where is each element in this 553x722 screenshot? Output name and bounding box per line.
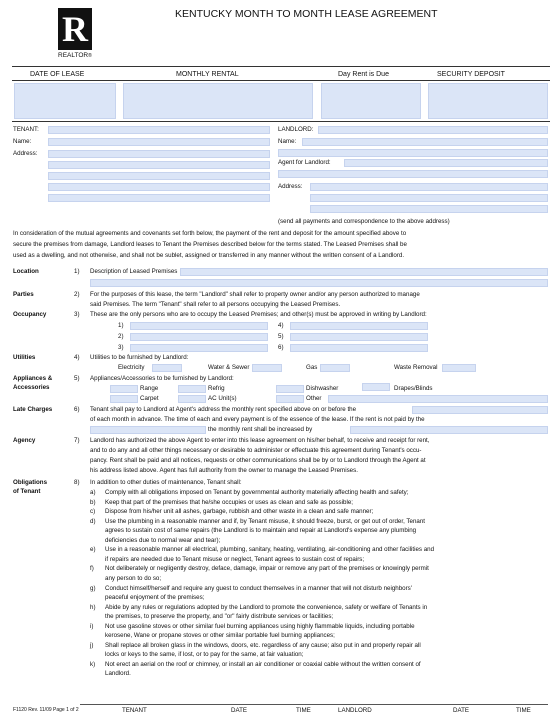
occupancy-number: 3) bbox=[74, 311, 80, 318]
appliance-refrig-field[interactable] bbox=[178, 385, 206, 393]
landlord-field[interactable] bbox=[318, 126, 548, 134]
tenant-address-label: Address: bbox=[13, 150, 38, 157]
obligation-key: g) bbox=[90, 584, 96, 592]
utility-waste-field[interactable] bbox=[442, 364, 476, 372]
landlord-line-2[interactable] bbox=[278, 149, 548, 157]
obligation-line: the premises, to preserve the property, and "or" fairly distribute services or facilities; bbox=[105, 613, 334, 621]
landlord-heading: LANDLORD: bbox=[278, 126, 314, 133]
intro-line-3: used as a dwelling, and not otherwise, and shall not be sublet, assigned or transferred in any manner without the written consent of a Landlord. bbox=[13, 252, 405, 259]
tenant-name-field[interactable] bbox=[48, 138, 270, 146]
obligation-key: i) bbox=[90, 622, 94, 630]
agency-line-3: pancy. Rent shall be paid and all notices, requests or other communications shall be by or to Landlord through the Agent at bbox=[90, 457, 426, 464]
late-line-3: the monthly rent shall be increased by bbox=[208, 426, 313, 433]
appliance-drapes-field[interactable] bbox=[362, 383, 390, 391]
obligations-heading-2: of Tenant bbox=[13, 488, 41, 495]
obligation-key: a) bbox=[90, 489, 96, 496]
security-deposit-field[interactable] bbox=[428, 83, 548, 119]
agent-label: Agent for Landlord: bbox=[278, 159, 331, 166]
occupant-5-field[interactable] bbox=[290, 333, 428, 341]
occupant-4-field[interactable] bbox=[290, 322, 428, 330]
header-mid-rule bbox=[12, 80, 550, 81]
parties-line-1: For the purposes of this lease, the term "Landlord" shall refer to property owner and/or any person authorized to manage bbox=[90, 291, 420, 298]
header-top-rule bbox=[12, 66, 550, 67]
appliances-heading-2: Accessories bbox=[13, 384, 50, 391]
location-text: Description of Leased Premises bbox=[90, 268, 178, 275]
tenant-address-line-2[interactable] bbox=[48, 161, 270, 169]
obligation-key: f) bbox=[90, 565, 94, 573]
occupancy-heading: Occupancy bbox=[13, 311, 47, 318]
obligation-line: Keep that part of the premises that he/she occupies or uses as clean and safe as possible; bbox=[105, 498, 353, 506]
occupant-2-label: 2) bbox=[118, 333, 124, 340]
obligation-key: c) bbox=[90, 508, 96, 516]
appliance-other-label: Other bbox=[306, 395, 322, 402]
col-monthly-rental: MONTHLY RENTAL bbox=[176, 71, 239, 78]
appliance-ac-field[interactable] bbox=[178, 395, 206, 403]
occupant-1-field[interactable] bbox=[130, 322, 268, 330]
parties-number: 2) bbox=[74, 291, 80, 298]
landlord-name-label: Name: bbox=[278, 138, 297, 145]
page-title: KENTUCKY MONTH TO MONTH LEASE AGREEMENT bbox=[175, 8, 438, 20]
monthly-rental-field[interactable] bbox=[123, 83, 313, 119]
obligation-key: d) bbox=[90, 517, 96, 525]
form-id: F1120 Rev. 11/09 Page 1 of 2 bbox=[13, 707, 79, 713]
obligation-line: Abide by any rules or regulations adopted by the Landlord to promote the convenience, safety or welfare of Tenants in bbox=[105, 603, 428, 611]
agency-line-2: and to do any and all other things necessary or desirable to administer or effectuate this agreement during Tenant's occu- bbox=[90, 447, 422, 454]
occupant-6-field[interactable] bbox=[290, 344, 428, 352]
agent-address-line-3[interactable] bbox=[310, 205, 548, 213]
tenant-address-line-3[interactable] bbox=[48, 172, 270, 180]
occupant-1-label: 1) bbox=[118, 322, 124, 329]
appliance-other-check[interactable] bbox=[276, 395, 304, 403]
location-heading: Location bbox=[13, 268, 39, 275]
appliances-number: 5) bbox=[74, 375, 80, 382]
tenant-address-line-1[interactable] bbox=[48, 150, 270, 158]
intro-line-2: secure the premises from damage, Landlord leases to Tenant the Premises described below for the terms stated. The Leased Premises shall be bbox=[13, 241, 407, 248]
obligation-key: j) bbox=[90, 641, 94, 649]
utility-electricity-field[interactable] bbox=[152, 364, 182, 372]
payments-note: (send all payments and correspondence to the above address) bbox=[278, 218, 450, 225]
realtor-logo-letter: R bbox=[62, 9, 88, 49]
late-grace-day-field[interactable] bbox=[90, 426, 206, 434]
col-day-rent-due: Day Rent is Due bbox=[338, 71, 389, 78]
obligation-line: Use the plumbing in a reasonable manner and if, by Tenant misuse, it should freeze, burst, or get out of order, Tenant bbox=[105, 517, 425, 525]
obligation-line: Conduct himself/herself and require any guest to conduct themselves in a manner that will not disturb neighbors' bbox=[105, 584, 412, 592]
landlord-name-field[interactable] bbox=[302, 138, 548, 146]
obligation-line: Shall replace all broken glass in the windows, doors, etc. regardless of any cause; also put in and properly repair all bbox=[105, 641, 421, 649]
agent-line-2[interactable] bbox=[278, 170, 548, 178]
late-increase-field[interactable] bbox=[350, 426, 548, 434]
appliance-drapes-label: Drapes/Blinds bbox=[394, 385, 433, 392]
obligation-key: b) bbox=[90, 498, 96, 506]
appliance-carpet-label: Carpet bbox=[140, 395, 159, 402]
utility-water-label: Water & Sewer bbox=[208, 364, 250, 371]
occupant-4-label: 4) bbox=[278, 322, 284, 329]
sig-tenant-label: TENANT bbox=[122, 707, 147, 714]
day-rent-due-field[interactable] bbox=[321, 83, 421, 119]
obligation-line: agrees to sustain cost of same repairs (the Landlord is to maintain and repair at Landlord's expense any plumbing bbox=[105, 527, 417, 535]
tenant-name-label: Name: bbox=[13, 138, 32, 145]
obligations-heading-1: Obligations bbox=[13, 479, 48, 486]
utility-gas-field[interactable] bbox=[320, 364, 350, 372]
utility-gas-label: Gas bbox=[306, 364, 318, 371]
late-due-day-field[interactable] bbox=[412, 406, 548, 414]
obligation-line: locks or keys to the same, if lost, or to pay for the same, at fair valuation; bbox=[105, 651, 304, 659]
header-bottom-rule bbox=[12, 121, 550, 122]
sig-tenant-date-label: DATE bbox=[231, 707, 248, 714]
utility-waste-label: Waste Removal bbox=[394, 364, 438, 371]
premises-description-line-2[interactable] bbox=[90, 279, 548, 287]
agency-line-4: his address listed above. Agent has full authority from the owner to manage the Leased Premises. bbox=[90, 467, 358, 474]
appliances-heading-1: Appliances & bbox=[13, 375, 53, 382]
obligation-key: e) bbox=[90, 546, 96, 554]
date-of-lease-field[interactable] bbox=[14, 83, 116, 119]
appliances-text: Appliances/Accessories to be furnished by Landlord: bbox=[90, 375, 234, 382]
obligation-line: Dispose from his/her unit all ashes, garbage, rubbish and other waste in a clean and safe manner; bbox=[105, 508, 374, 516]
obligations-text: In addition to other duties of maintenance, Tenant shall: bbox=[90, 479, 242, 486]
obligation-line: peaceful enjoyment of the premises; bbox=[105, 594, 205, 602]
obligation-line: Not erect an aerial on the roof or chimney, or install an air conditioner or coaxial cable without the written consent of bbox=[105, 660, 421, 668]
utility-water-field[interactable] bbox=[252, 364, 282, 372]
utilities-text: Utilities to be furnished by Landlord: bbox=[90, 354, 189, 361]
agent-address-line-1[interactable] bbox=[310, 183, 548, 191]
obligations-number: 8) bbox=[74, 479, 80, 486]
sig-landlord-date-label: DATE bbox=[453, 707, 470, 714]
premises-description-field[interactable] bbox=[180, 268, 548, 276]
obligation-line: if repairs are needed due to Tenant misuse or neglect, Tenant agrees to sustain cost of repairs; bbox=[105, 555, 365, 563]
location-number: 1) bbox=[74, 268, 80, 275]
signature-rule bbox=[80, 704, 548, 705]
intro-line-1: In consideration of the mutual agreements and covenants set forth below, the payment of the rent and deposit for the amount specified above to bbox=[13, 230, 407, 237]
late-line-1: Tenant shall pay to Landlord at Agent's address the monthly rent specified above on or before the bbox=[90, 406, 357, 413]
occupant-6-label: 6) bbox=[278, 344, 284, 351]
appliance-dishwasher-field[interactable] bbox=[276, 385, 304, 393]
sig-tenant-time-label: TIME bbox=[296, 707, 311, 714]
parties-line-2: said Premises. The term "Tenant" shall refer to all persons occupying the Leased Premises. bbox=[90, 301, 341, 308]
appliance-range-field[interactable] bbox=[110, 385, 138, 393]
col-security-deposit: SECURITY DEPOSIT bbox=[437, 71, 505, 78]
occupant-3-field[interactable] bbox=[130, 344, 268, 352]
occupancy-text: These are the only persons who are to occupy the Leased Premises; and other(s) must be approved in writing by Landlord: bbox=[90, 311, 427, 318]
occupant-3-label: 3) bbox=[118, 344, 124, 351]
occupant-5-label: 5) bbox=[278, 333, 284, 340]
agency-line-1: Landlord has authorized the above Agent to enter into this lease agreement on his/her behalf, to receive and receipt for rent, bbox=[90, 437, 430, 444]
obligation-line: kerosene, Wane or propane stoves or other similar portable fuel burning appliances; bbox=[105, 632, 335, 640]
tenant-address-line-5[interactable] bbox=[48, 194, 270, 202]
agent-address-line-2[interactable] bbox=[310, 194, 548, 202]
obligation-line: Not use gasoline stoves or other similar fuel burning appliances using highly flammable liquids, including portable bbox=[105, 622, 415, 630]
obligation-key: k) bbox=[90, 660, 96, 668]
appliance-dishwasher-label: Dishwasher bbox=[306, 385, 339, 392]
sig-landlord-time-label: TIME bbox=[516, 707, 531, 714]
obligation-key: h) bbox=[90, 603, 96, 611]
obligation-line: Use in a reasonable manner all electrical, plumbing, sanitary, heating, ventilating, air-conditioning and other facilities and bbox=[105, 546, 435, 554]
sig-landlord-label: LANDLORD bbox=[338, 707, 372, 714]
obligation-line: Not deliberately or negligently destroy, deface, damage, impair or remove any part of the premises or knowingly permit bbox=[105, 565, 429, 573]
appliance-range-label: Range bbox=[140, 385, 159, 392]
appliance-refrig-label: Refrig bbox=[208, 385, 225, 392]
col-date-of-lease: DATE OF LEASE bbox=[30, 71, 85, 78]
appliance-carpet-field[interactable] bbox=[110, 395, 138, 403]
late-charges-number: 6) bbox=[74, 406, 80, 413]
realtor-logo bbox=[58, 8, 92, 50]
utilities-heading: Utilities bbox=[13, 354, 36, 361]
tenant-heading: TENANT: bbox=[13, 126, 39, 133]
occupant-2-field[interactable] bbox=[130, 333, 268, 341]
parties-heading: Parties bbox=[13, 291, 34, 298]
agent-address-label: Address: bbox=[278, 183, 303, 190]
late-line-2: of each month in advance. The time of each and every payment is of the essence of the lease. If the rent is not paid by the bbox=[90, 416, 425, 423]
utilities-number: 4) bbox=[74, 354, 80, 361]
appliance-ac-label: AC Unit(s) bbox=[208, 395, 237, 402]
realtor-caption: REALTOR® bbox=[58, 52, 92, 59]
late-charges-heading: Late Charges bbox=[13, 406, 53, 413]
tenant-address-line-4[interactable] bbox=[48, 183, 270, 191]
agency-heading: Agency bbox=[13, 437, 36, 444]
obligation-line: Comply with all obligations imposed on Tenant by governmental authority materially affecting health and safety; bbox=[105, 489, 409, 496]
obligation-line: Landlord. bbox=[105, 670, 131, 678]
utility-electricity-label: Electricity bbox=[118, 364, 145, 371]
obligation-line: deficiencies due to normal wear and tear); bbox=[105, 536, 221, 544]
agent-field[interactable] bbox=[344, 159, 548, 167]
tenant-field[interactable] bbox=[48, 126, 270, 134]
appliance-other-field[interactable] bbox=[328, 395, 548, 403]
agency-number: 7) bbox=[74, 437, 80, 444]
obligation-line: any person to do so; bbox=[105, 574, 162, 582]
